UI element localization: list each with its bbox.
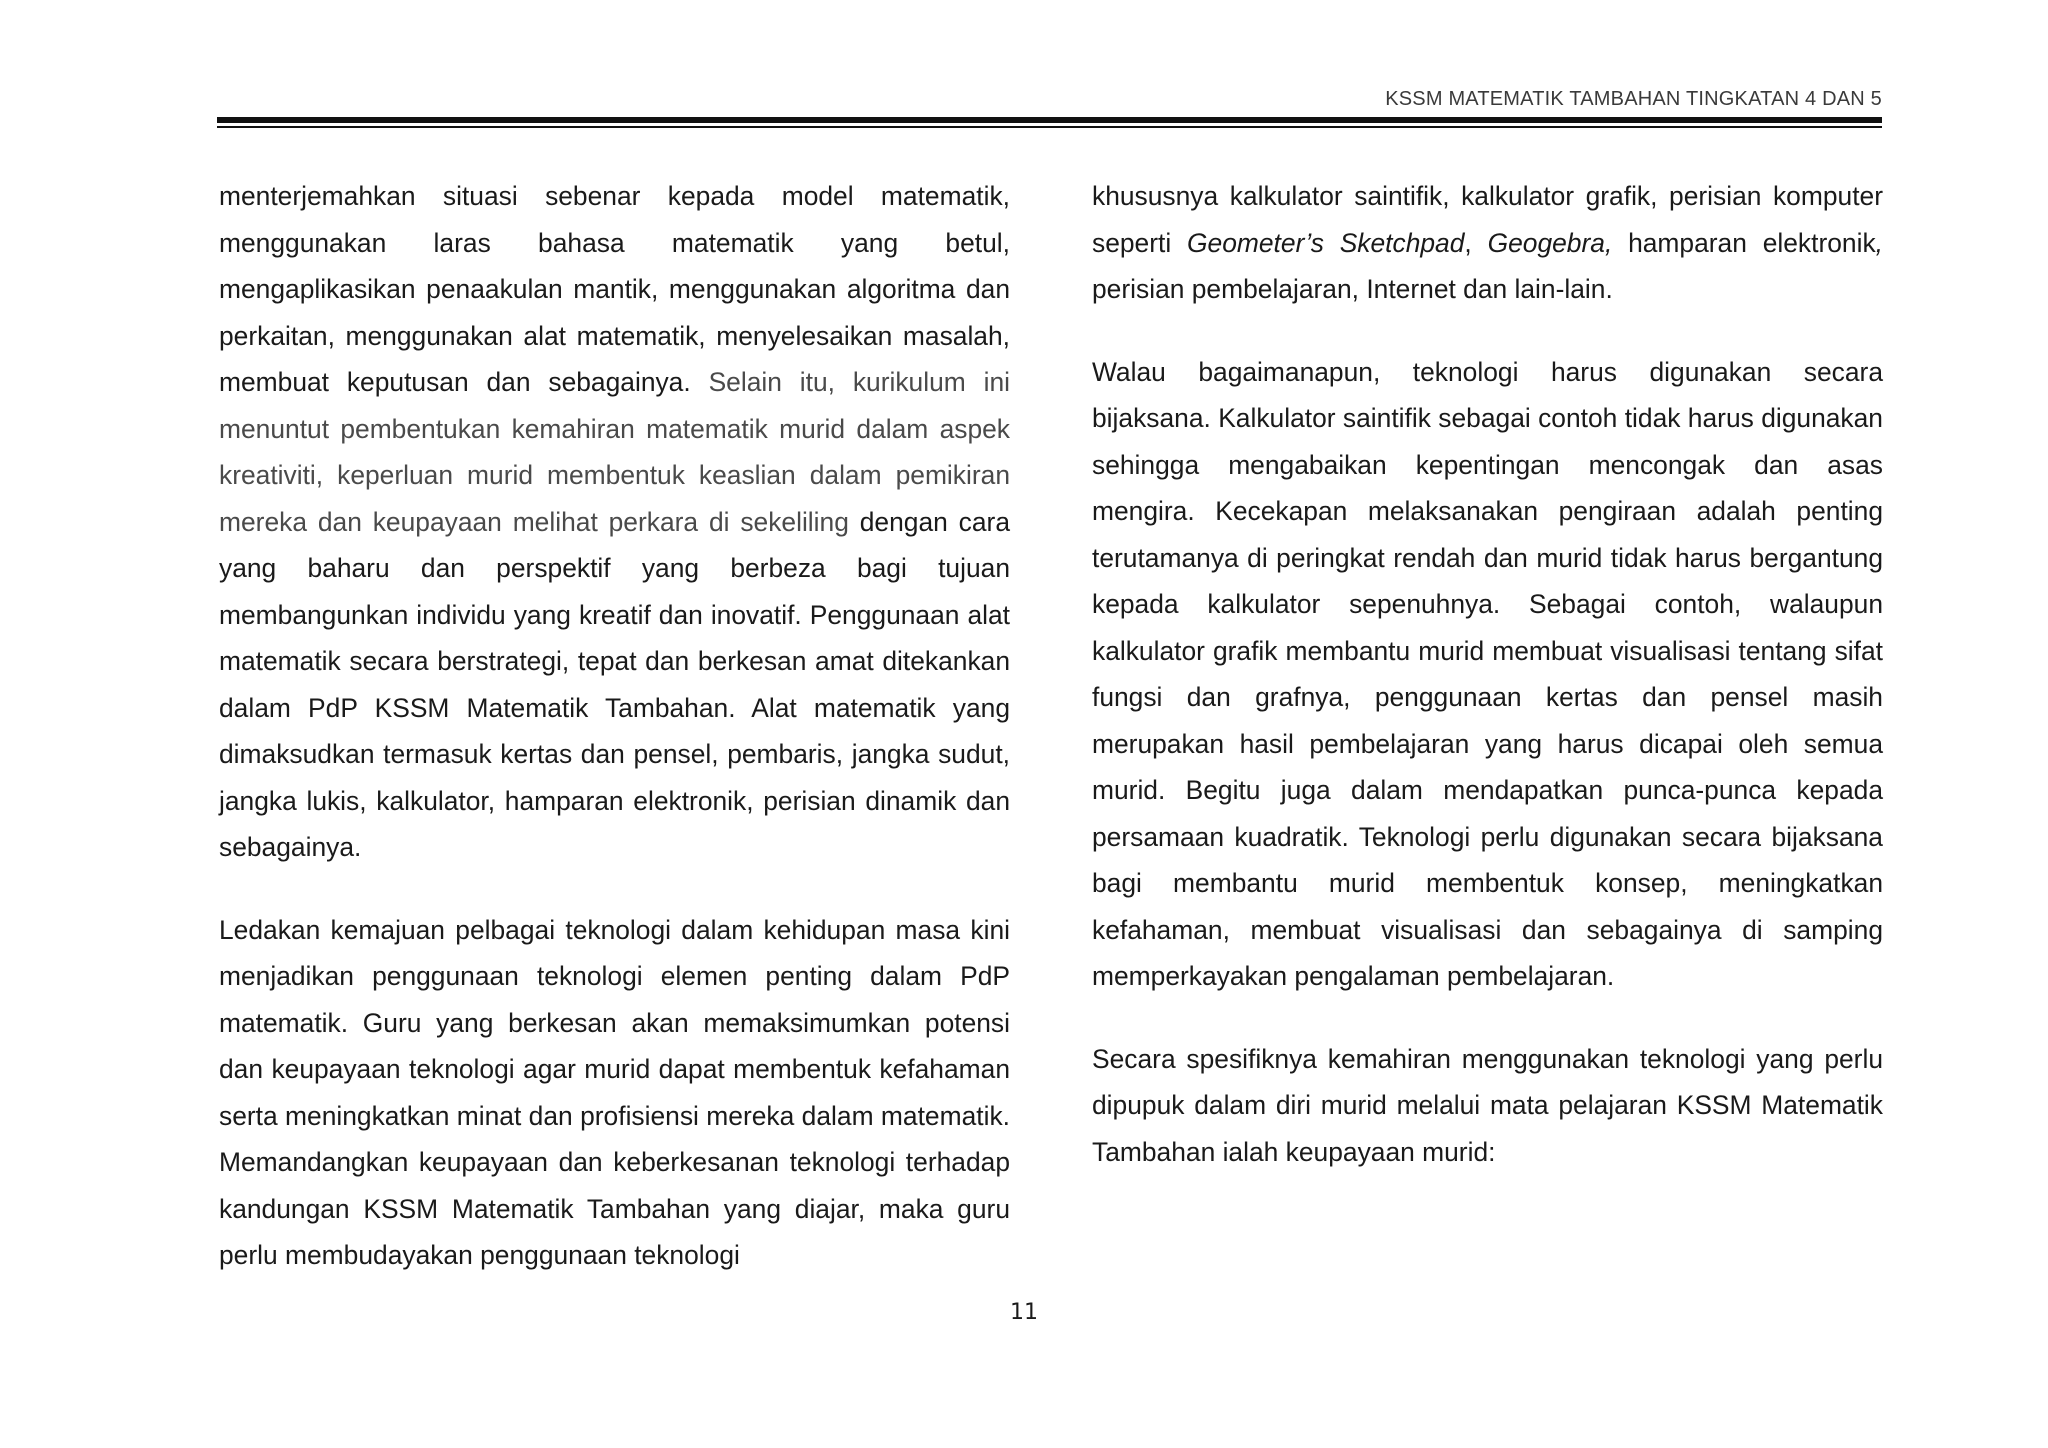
right-p1-text-a: khususnya kalkulator saintifik, kalkulator grafik, perisian komputer seperti [1092,181,1883,258]
left-paragraph-2: Ledakan kemajuan pelbagai teknologi dalam kehidupan masa kini menjadikan penggunaan teknologi elemen penting dalam PdP matematik. Guru yang berkesan akan memaksimumkan potensi dan keupayaan teknologi agar murid dapat membentuk kefahaman serta meningkatkan minat dan profisiensi mereka dalam matematik. Memandangkan keupayaan dan keberkesanan teknologi terhadap kandungan KSSM Matematik Tambahan yang diajar, maka guru perlu membudayakan penggunaan teknologi [219,914,1010,1270]
left-paragraph-1 [219,173,1010,871]
running-header: KSSM MATEMATIK TAMBAHAN TINGKATAN 4 DAN 5 [1385,88,1882,110]
page-number: 11 [1010,1300,1038,1325]
right-paragraph-3: Secara spesifiknya kemahiran menggunakan teknologi yang perlu dipupuk dalam diri murid melalui mata pelajaran KSSM Matematik Tambahan ialah keupayaan murid: [1092,1043,1883,1167]
left-p1-text-a: menterjemahkan situasi sebenar kepada model matematik, menggunakan laras bahasa matematik yang betul, mengaplikasikan penaakulan mantik, menggunakan algoritma dan perkaitan, menggunakan alat matematik, menyelesaikan masalah, membuat keputusan dan sebagainya. [219,181,1010,397]
right-paragraph-1 [1092,173,1883,313]
software-name-geometers-sketchpad: Geometer’s Sketchpad [1187,227,1465,258]
left-p1-text-c: dengan cara yang baharu dan perspektif yang berbeza bagi tujuan membangunkan individu yang kreatif dan inovatif. Penggunaan alat matematik secara berstrategi, tepat dan berkesan amat ditekankan dalam PdP KSSM Matematik Tambahan. Alat matematik yang dimaksudkan termasuk kertas dan pensel, pembaris, jangka sudut, jangka lukis, kalkulator, hamparan elektronik, perisian dinamik dan sebagainya. [219,506,1010,862]
right-p1-separator: , [1464,227,1472,258]
right-p1-text-b: hamparan elektronik [1628,227,1876,258]
header-rule-thin [217,126,1882,128]
left-column [219,173,1010,1315]
right-paragraph-2: Walau bagaimanapun, teknologi harus digunakan secara bijaksana. Kalkulator saintifik sebagai contoh tidak harus digunakan sehingga mengabaikan kepentingan mencongak dan asas mengira. Kecekapan melaksanakan pengiraan adalah penting terutamanya di peringkat rendah dan murid tidak harus bergantung kepada kalkulator sepenuhnya. Sebagai contoh, walaupun kalkulator grafik membantu murid membuat visualisasi tentang sifat fungsi dan grafnya, penggunaan kertas dan pensel masih merupakan hasil pembelajaran yang harus dicapai oleh semua murid. Begitu juga dalam mendapatkan punca-punca kepada persamaan kuadratik. Teknologi perlu digunakan secara bijaksana bagi membantu murid membentuk konsep, meningkatkan kefahaman, membuat visualisasi dan sebagainya di samping memperkayakan pengalaman pembelajaran. [1092,356,1883,991]
right-p1-comma: , [1875,227,1883,258]
right-column [1092,173,1883,1211]
right-p1-text-c: perisian pembelajaran, Internet dan lain-lain. [1092,274,1613,304]
header-rule-thick [217,117,1882,123]
software-name-geogebra: Geogebra, [1487,227,1613,258]
left-p1-text-b: Selain itu, kurikulum ini menuntut pembentukan kemahiran matematik murid dalam aspek kreativiti, keperluan murid membentuk keaslian dalam pemikiran mereka dan keupayaan melihat perkara di sekeliling [219,367,1010,537]
